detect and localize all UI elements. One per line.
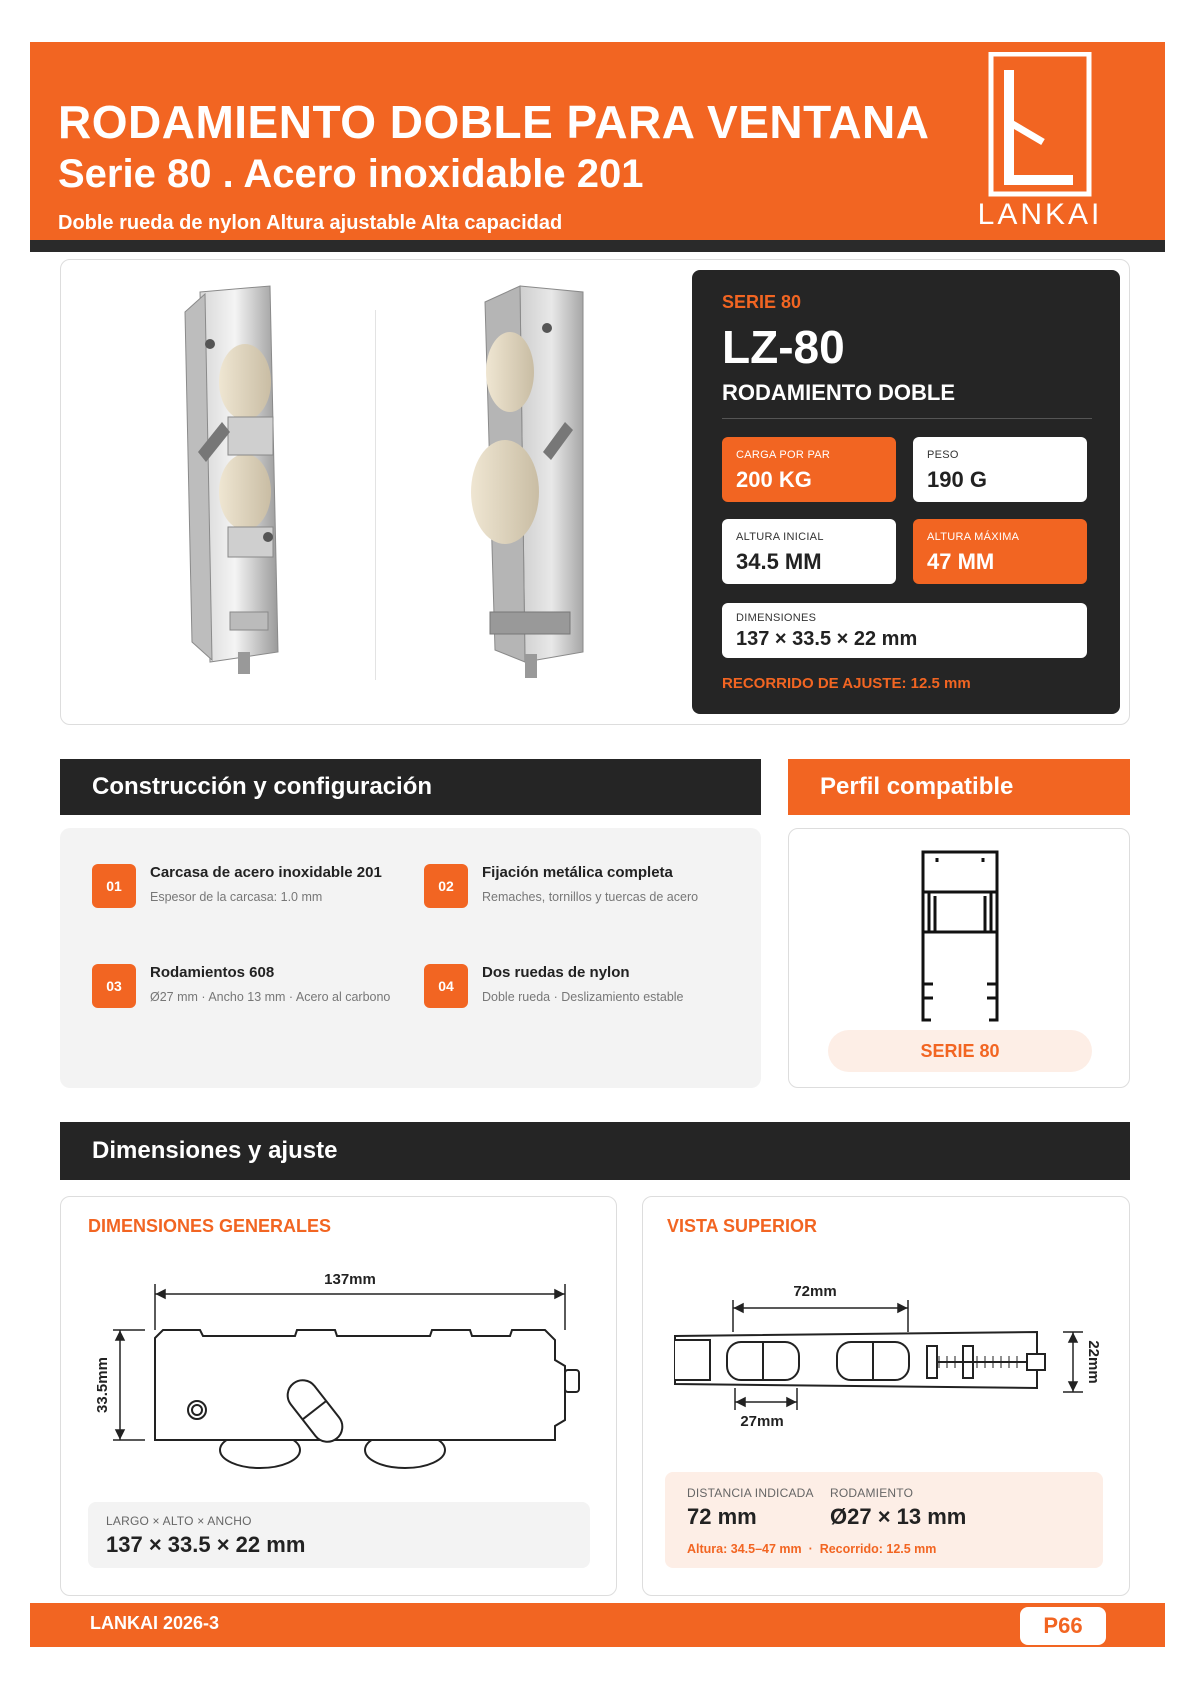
info-label: RODAMIENTO [830,1486,914,1500]
spec-card-initial-height [722,519,896,584]
spec-card-label: ALTURA MÁXIMA [927,531,1020,543]
distance-dimension-label: 72mm [793,1283,837,1300]
product-photo-front [150,282,305,692]
feature-number: 04 [424,964,468,1008]
construction-heading: Construcción y configuración [60,759,761,815]
spec-card-value: 200 KG [736,467,812,492]
top-view-drawing [665,1270,1105,1440]
feature-number: 01 [92,864,136,908]
product-photo-angled [465,282,605,692]
feature-title: Carcasa de acero inoxidable 201 [150,864,382,881]
spec-code: LZ-80 [722,321,845,373]
spec-card-value: 190 G [927,467,987,492]
footer-text: LANKAI 2026-3 [90,1613,220,1633]
side-view-drawing [85,1250,595,1470]
spec-divider [722,418,1092,419]
adjust-range: RECORRIDO DE AJUSTE: 12.5 mm [722,675,971,692]
spec-card-weight [913,437,1087,502]
spec-name: RODAMIENTO DOBLE [722,380,956,405]
feature-sub: Doble rueda · Deslizamiento estable [482,990,684,1004]
info-label: LARGO × ALTO × ANCHO [106,1514,252,1528]
adjust-note: Altura: 34.5–47 mm · Recorrido: 12.5 mm [687,1542,937,1556]
info-label: DISTANCIA INDICADA [687,1486,814,1500]
spec-card-value: 34.5 MM [736,549,822,574]
height-dimension-label: 33.5mm [94,1357,111,1413]
spec-card-label: CARGA POR PAR [736,449,831,461]
feature-title: Dos ruedas de nylon [482,964,630,981]
spec-card-value: 47 MM [927,549,995,574]
length-dimension-label: 137mm [324,1271,376,1288]
feature-number: 02 [424,864,468,908]
spec-card-label: DIMENSIONES [736,612,817,624]
header-stripe [30,240,1165,252]
info-value: 137 × 33.5 × 22 mm [106,1532,306,1557]
spec-card-load [722,437,896,502]
top-view-title: VISTA SUPERIOR [667,1216,818,1236]
feature-sub: Ø27 mm · Ancho 13 mm · Acero al carbono [150,990,391,1004]
spec-card-value: 137 × 33.5 × 22 mm [736,628,918,650]
top-view-info [665,1472,1103,1568]
info-value: 72 mm [687,1504,757,1529]
wheel-dimension-label: 27mm [740,1413,784,1430]
spec-card-dimensions [722,603,1087,658]
profile-series-badge: SERIE 80 [828,1030,1092,1072]
spec-card-label: ALTURA INICIAL [736,531,824,543]
general-dimensions-title: DIMENSIONES GENERALES [88,1216,332,1236]
spec-card-max-height [913,519,1087,584]
page-subtitle: Serie 80 . Acero inoxidable 201 [58,152,644,196]
spec-series: SERIE 80 [722,292,802,312]
page-title: RODAMIENTO DOBLE PARA VENTANA [58,96,930,148]
general-dimensions-info [88,1502,590,1568]
feature-title: Rodamientos 608 [150,964,275,981]
logo-text: LANKAI [977,198,1103,231]
spec-card-label: PESO [927,449,959,461]
photo-divider [375,310,376,680]
feature-sub: Espesor de la carcasa: 1.0 mm [150,890,323,904]
dimensions-heading: Dimensiones y ajuste [60,1122,1130,1180]
profile-heading: Perfil compatible [788,759,1130,815]
page-number-badge: P66 [1020,1607,1106,1645]
width-dimension-label: 22mm [1085,1340,1102,1384]
info-value: Ø27 × 13 mm [830,1504,967,1529]
feature-number: 03 [92,964,136,1008]
page-tagline: Doble rueda de nylon Altura ajustable Alta capacidad [58,212,563,234]
feature-sub: Remaches, tornillos y tuercas de acero [482,890,699,904]
window-profile-icon [915,848,1005,1028]
feature-title: Fijación metálica completa [482,864,673,881]
